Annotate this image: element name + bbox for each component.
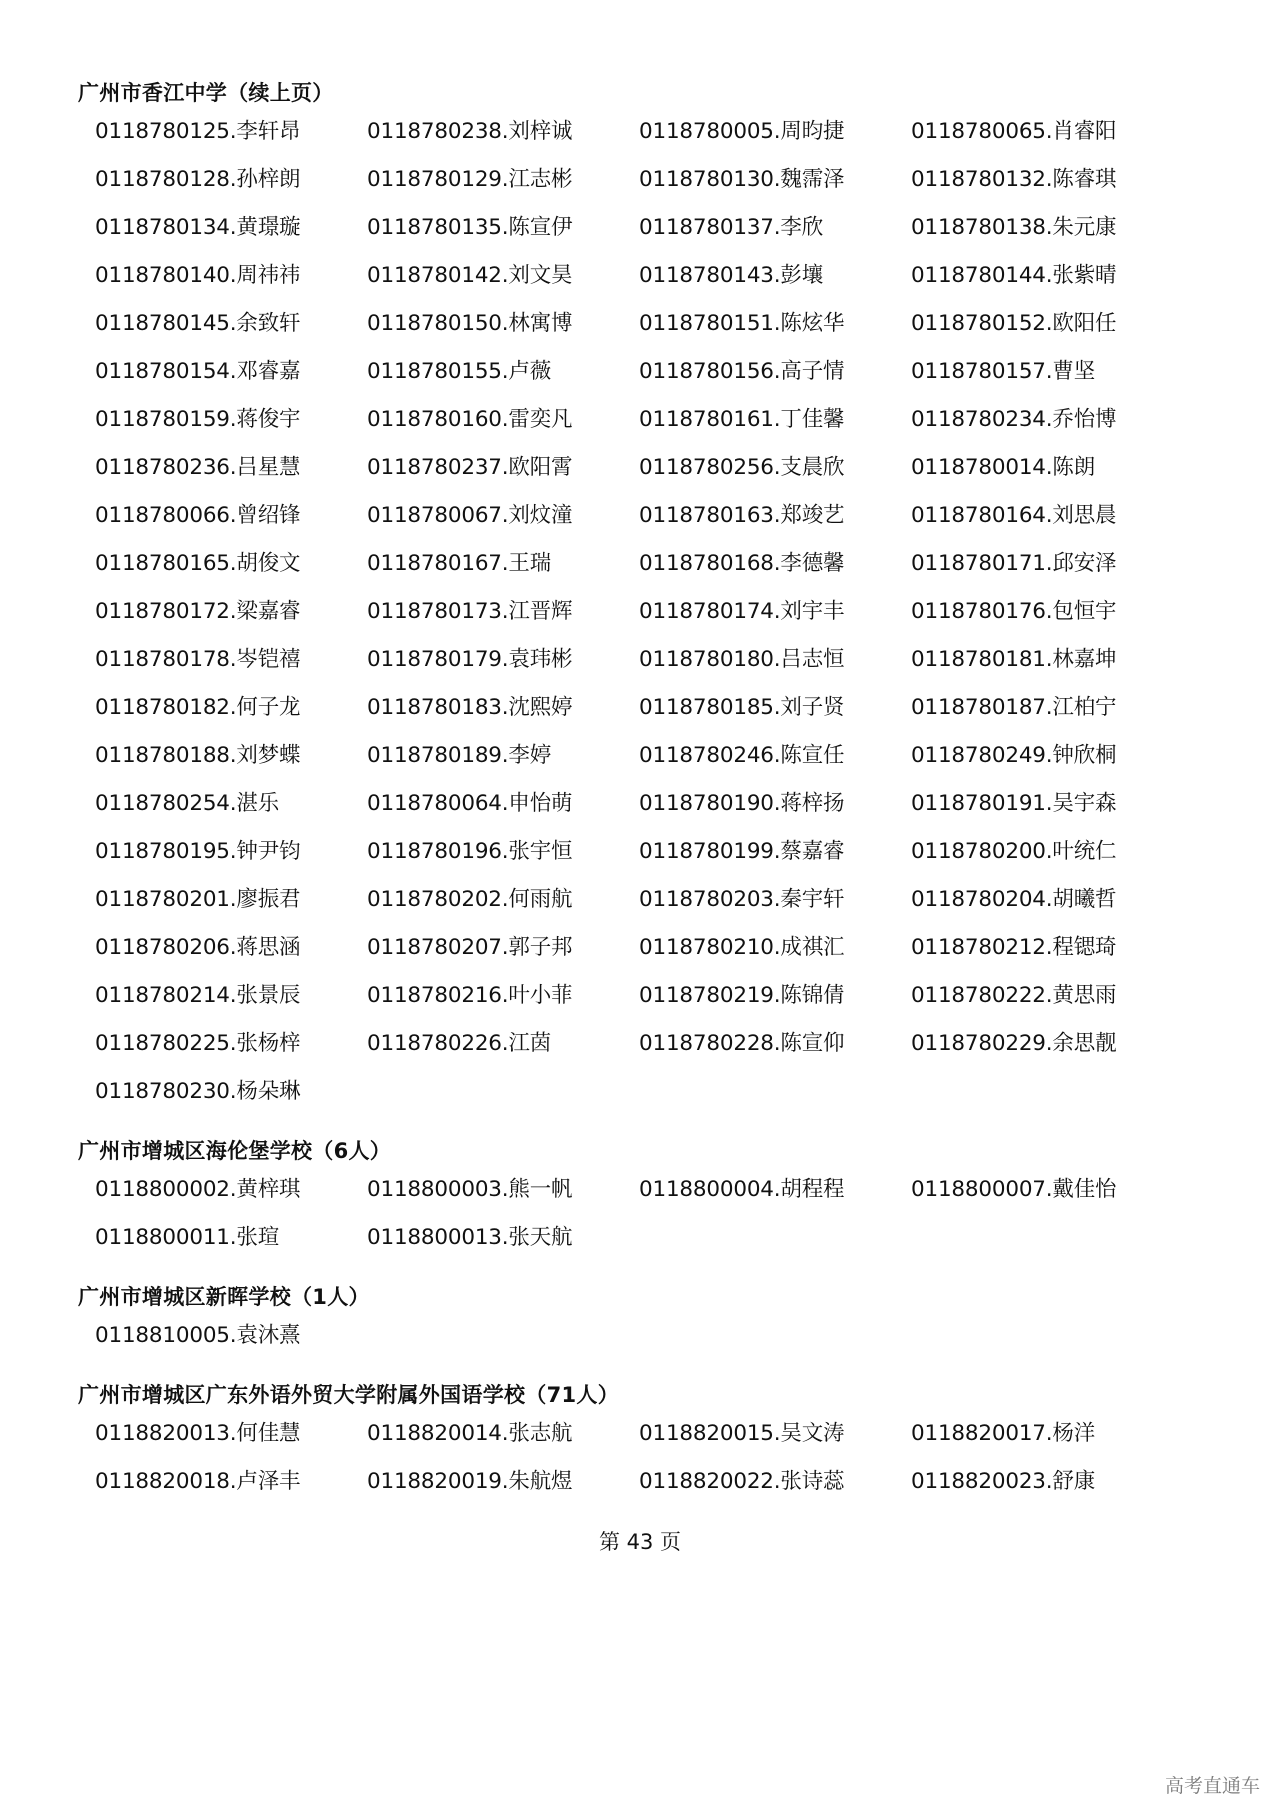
student-entry: 0118780143.彭壤 [639,263,824,288]
student-entry: 0118780236.吕星慧 [95,455,301,480]
student-entry: 0118780254.湛乐 [95,791,280,816]
student-entry: 0118780171.邱安泽 [911,551,1117,576]
student-list [78,1174,1218,1270]
student-entry: 0118780145.余致轩 [95,311,301,336]
student-entry: 0118780128.孙梓朗 [95,167,301,192]
student-entry: 0118780228.陈宣仰 [639,1031,845,1056]
student-entry: 0118780130.魏霈泽 [639,167,845,192]
student-entry: 0118780067.刘炆潼 [367,503,573,528]
student-entry: 0118820023.舒康 [911,1469,1096,1494]
student-entry: 0118780134.黄璟璇 [95,215,301,240]
school-heading: 广州市增城区新晖学校（1人） [78,1285,370,1309]
student-entry: 0118780238.刘梓诚 [367,119,573,144]
student-entry: 0118780178.岑铠禧 [95,647,301,672]
student-entry: 0118810005.袁沐熹 [95,1323,301,1348]
student-entry: 0118780181.林嘉坤 [911,647,1117,672]
student-entry: 0118780172.梁嘉睿 [95,599,301,624]
student-entry: 0118780196.张宇恒 [367,839,573,864]
student-entry: 0118780125.李轩昂 [95,119,301,144]
student-entry: 0118780201.廖振君 [95,887,301,912]
student-entry: 0118780014.陈朗 [911,455,1096,480]
student-entry: 0118820018.卢泽丰 [95,1469,301,1494]
student-entry: 0118780140.周祎祎 [95,263,301,288]
student-entry: 0118780210.成祺汇 [639,935,845,960]
student-list [78,1418,1218,1514]
student-entry: 0118780173.江晋辉 [367,599,573,624]
watermark-text: 高考直通车 [1164,1775,1260,1797]
student-entry: 0118780180.吕志恒 [639,647,845,672]
student-entry: 0118780214.张景辰 [95,983,301,1008]
student-entry: 0118780206.蒋思涵 [95,935,301,960]
student-entry: 0118780137.李欣 [639,215,824,240]
student-entry: 0118780256.支晨欣 [639,455,845,480]
student-entry: 0118780161.丁佳馨 [639,407,845,432]
student-entry: 0118780187.江柏宁 [911,695,1117,720]
student-entry: 0118780151.陈炫华 [639,311,845,336]
student-entry: 0118780237.欧阳霄 [367,455,573,480]
student-entry: 0118820022.张诗蕊 [639,1469,845,1494]
student-entry: 0118820019.朱航煜 [367,1469,573,1494]
student-entry: 0118780229.余思靓 [911,1031,1117,1056]
student-entry: 0118820017.杨洋 [911,1421,1096,1446]
student-entry: 0118800003.熊一帆 [367,1177,573,1202]
student-entry: 0118780189.李婷 [367,743,552,768]
student-entry: 0118780154.邓睿嘉 [95,359,301,384]
student-entry: 0118780152.欧阳任 [911,311,1117,336]
school-heading: 广州市增城区海伦堡学校（6人） [78,1139,392,1163]
page-content [78,78,1218,1514]
student-entry: 0118780064.申怡萌 [367,791,573,816]
student-entry: 0118780212.程锶琦 [911,935,1117,960]
student-entry: 0118780188.刘梦蝶 [95,743,301,768]
student-entry: 0118780142.刘文昊 [367,263,573,288]
student-entry: 0118800013.张天航 [367,1225,573,1250]
student-entry: 0118780065.肖睿阳 [911,119,1117,144]
student-entry: 0118780168.李德馨 [639,551,845,576]
student-entry: 0118780156.高子情 [639,359,845,384]
student-entry: 0118780202.何雨航 [367,887,573,912]
student-entry: 0118780219.陈锦倩 [639,983,845,1008]
student-list [78,116,1218,1124]
student-entry: 0118780200.叶统仁 [911,839,1117,864]
student-entry: 0118820015.吴文涛 [639,1421,845,1446]
student-entry: 0118780203.秦宇轩 [639,887,845,912]
school-heading: 广州市增城区广东外语外贸大学附属外国语学校（71人） [78,1383,620,1407]
student-entry: 0118780150.林寓博 [367,311,573,336]
student-entry: 0118780234.乔怡博 [911,407,1117,432]
student-entry: 0118780160.雷奕凡 [367,407,573,432]
student-entry: 0118780167.王瑞 [367,551,552,576]
student-entry: 0118780132.陈睿琪 [911,167,1117,192]
student-entry: 0118800004.胡程程 [639,1177,845,1202]
student-entry: 0118780135.陈宣伊 [367,215,573,240]
student-entry: 0118780249.钟欣桐 [911,743,1117,768]
student-entry: 0118780182.何子龙 [95,695,301,720]
student-entry: 0118780165.胡俊文 [95,551,301,576]
student-entry: 0118780207.郭子邦 [367,935,573,960]
student-entry: 0118800011.张瑄 [95,1225,280,1250]
student-list [78,1320,1218,1368]
student-entry: 0118780176.包恒宇 [911,599,1117,624]
student-entry: 0118800007.戴佳怡 [911,1177,1117,1202]
student-entry: 0118780195.钟尹钧 [95,839,301,864]
student-entry: 0118780230.杨朵琳 [95,1079,301,1104]
student-entry: 0118780159.蒋俊宇 [95,407,301,432]
student-entry: 0118780179.袁玮彬 [367,647,573,672]
page-number: 第 43 页 [598,1530,682,1554]
student-entry: 0118780216.叶小菲 [367,983,573,1008]
student-entry: 0118820013.何佳慧 [95,1421,301,1446]
student-entry: 0118780174.刘宇丰 [639,599,845,624]
student-entry: 0118780199.蔡嘉睿 [639,839,845,864]
student-entry: 0118820014.张志航 [367,1421,573,1446]
student-entry: 0118780226.江茵 [367,1031,552,1056]
student-entry: 0118780246.陈宣任 [639,743,845,768]
student-entry: 0118780157.曹坚 [911,359,1096,384]
student-entry: 0118780155.卢薇 [367,359,552,384]
student-entry: 0118780185.刘子贤 [639,695,845,720]
school-heading: 广州市香江中学（续上页） [78,81,334,105]
student-entry: 0118780129.江志彬 [367,167,573,192]
student-entry: 0118780163.郑竣艺 [639,503,845,528]
student-entry: 0118780164.刘思晨 [911,503,1117,528]
student-entry: 0118780225.张杨梓 [95,1031,301,1056]
student-entry: 0118780005.周昀捷 [639,119,845,144]
student-entry: 0118780222.黄思雨 [911,983,1117,1008]
student-entry: 0118780066.曾绍锋 [95,503,301,528]
student-entry: 0118780144.张紫晴 [911,263,1117,288]
student-entry: 0118780190.蒋梓扬 [639,791,845,816]
student-entry: 0118780138.朱元康 [911,215,1117,240]
student-entry: 0118780204.胡曦哲 [911,887,1117,912]
student-entry: 0118780191.吴宇森 [911,791,1117,816]
student-entry: 0118800002.黄梓琪 [95,1177,301,1202]
student-entry: 0118780183.沈熙婷 [367,695,573,720]
